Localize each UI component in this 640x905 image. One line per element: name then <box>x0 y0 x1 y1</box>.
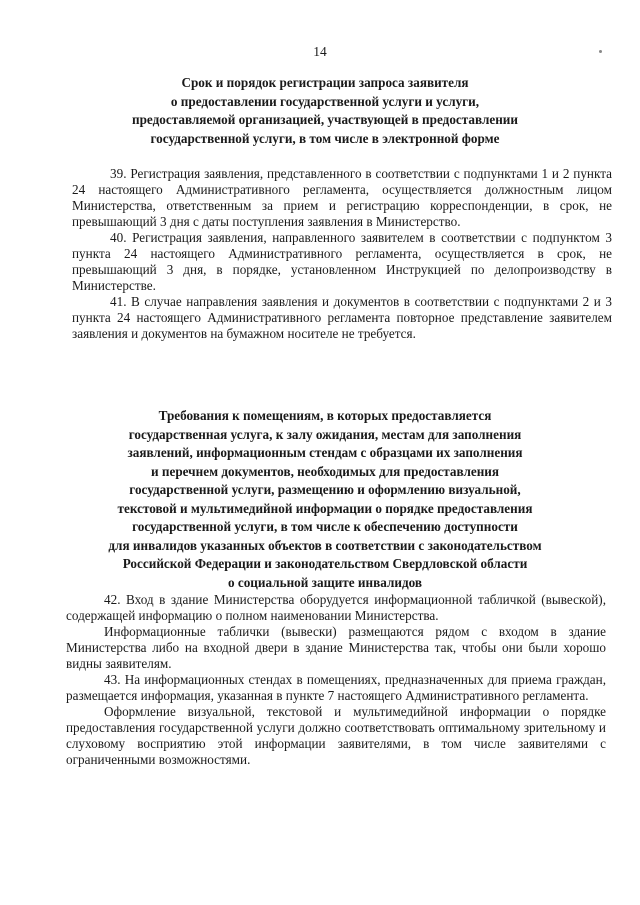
heading-line: заявлений, информационным стендам с образцами их заполнения <box>127 445 523 460</box>
paragraph-42: 42. Вход в здание Министерства оборудуется информационной табличкой (вывеской), содержащей информацию о полном наименовании Министерства. <box>66 592 606 623</box>
heading-line: и перечнем документов, необходимых для предоставления <box>150 463 500 479</box>
section-body-premises <box>66 592 606 768</box>
heading-line: Срок и порядок регистрации запроса заявителя <box>181 75 469 90</box>
paragraph-39: 39. Регистрация заявления, представленного в соответствии с подпунктами 1 и 2 пункта 24 настоящего Административного регламента, осуществляется должностным лицом Министерства, ответственным за прием и регистрацию корреспонденции, в срок, не превышающий 3 дня с даты поступления заявления в Министерство. <box>72 166 612 229</box>
heading-line: Российской Федерации и законодательством Свердловской области <box>122 556 528 571</box>
heading-line: о социальной защите инвалидов <box>227 574 423 590</box>
page-number: 14 <box>313 44 327 59</box>
paragraph-signage: Информационные таблички (вывески) размещаются рядом с входом в здание Министерства либо на входной двери в здание Министерства так, чтобы они были хорошо видны заявителям. <box>66 624 606 671</box>
heading-line: для инвалидов указанных объектов в соответствии с законодательством <box>108 537 542 553</box>
heading-line: Требования к помещениям, в которых предоставляется <box>158 408 492 423</box>
heading-line: текстовой и мультимедийной информации о порядке предоставления <box>117 500 533 516</box>
heading-line: государственной услуги, в том числе в электронной форме <box>150 130 500 146</box>
heading-line: предоставляемой организацией, участвующей в предоставлении <box>132 112 518 127</box>
scan-speck <box>599 50 602 53</box>
section-heading-premises <box>60 407 590 592</box>
heading-line: государственная услуга, к залу ожидания, местам для заполнения <box>128 426 522 442</box>
paragraph-43: 43. На информационных стендах в помещениях, предназначенных для приема граждан, размещается информация, указанная в пункте 7 настоящего Административного регламента. <box>66 672 606 703</box>
heading-line: о предоставлении государственной услуги и услуги, <box>170 93 480 109</box>
heading-line: государственной услуги, в том числе к обеспечению доступности <box>132 519 518 534</box>
heading-line: государственной услуги, размещению и оформлению визуальной, <box>129 482 521 497</box>
section-body-registration <box>72 166 612 342</box>
section-heading-registration <box>60 74 590 148</box>
paragraph-41: 41. В случае направления заявления и документов в соответствии с подпунктами 2 и 3 пункта 24 настоящего Административного регламента повторное представление заявителем заявления и документов на бумажном носителе не требуется. <box>72 294 612 341</box>
paragraph-design: Оформление визуальной, текстовой и мультимедийной информации о порядке предоставления государственной услуги должно соответствовать оптимальному зрительному и слуховому восприятию этой информации заявителями, в том числе заявителями с ограниченными возможностями. <box>66 704 606 767</box>
paragraph-40: 40. Регистрация заявления, направленного заявителем в соответствии с подпунктом 3 пункта 24 настоящего Административного регламента, осуществляется в срок, не превышающий 3 дня, в порядке, установленном Инструкцией по делопроизводству в Министерстве. <box>72 230 612 293</box>
